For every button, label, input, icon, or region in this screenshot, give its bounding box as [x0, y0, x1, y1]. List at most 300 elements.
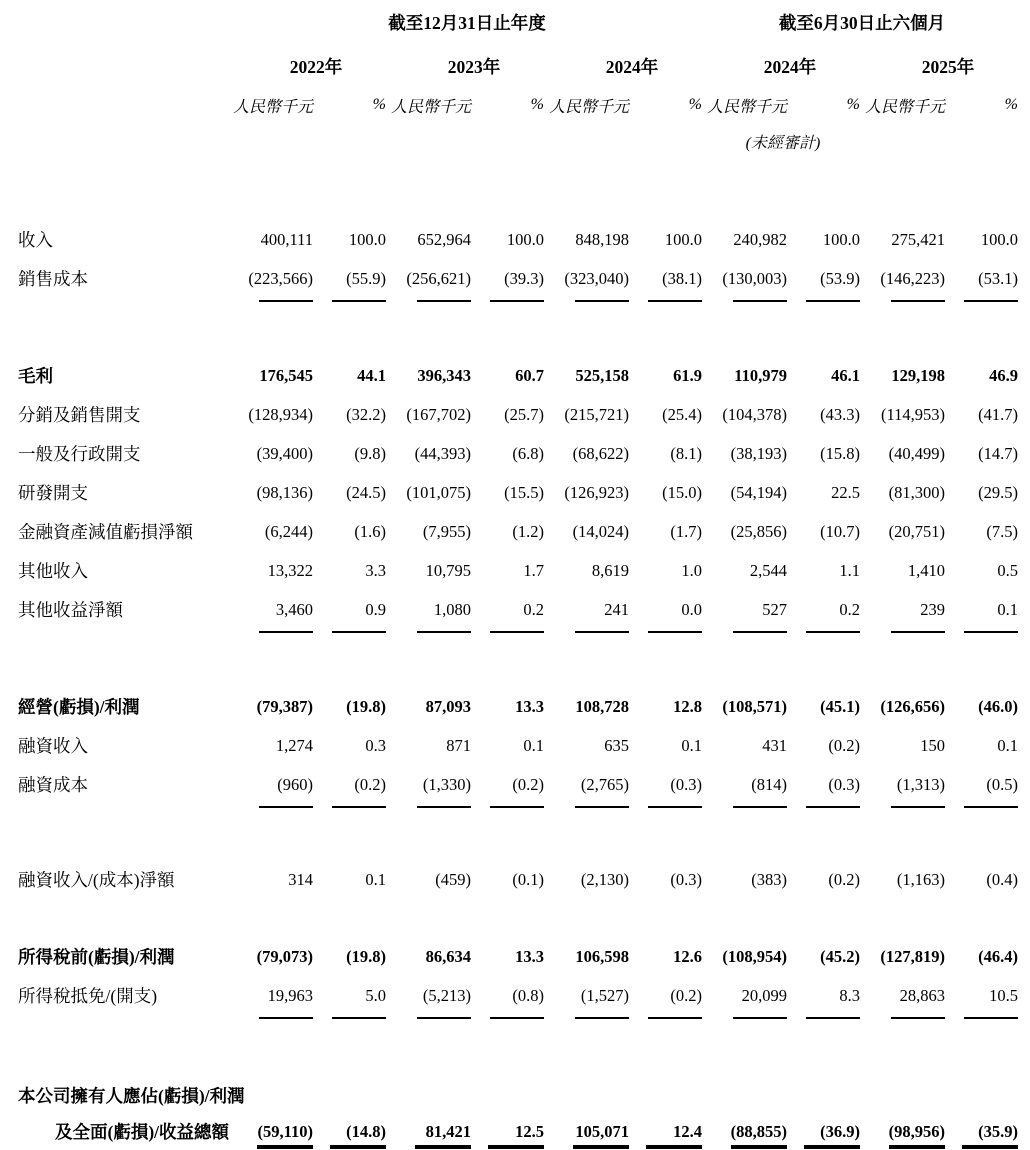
unit-header-amount: 人民幣千元 — [864, 98, 945, 116]
percent-cell: 44.1 — [357, 365, 386, 385]
rule-cell — [230, 629, 315, 641]
spacer-row — [18, 641, 1020, 687]
row-label-line1: 本公司擁有人應佔(虧損)/利潤 — [18, 1086, 245, 1106]
spacer-cell — [18, 310, 1020, 356]
percent-cell: (15.0) — [662, 482, 702, 502]
rule-cell — [631, 298, 704, 310]
amount-cell: (323,040) — [564, 268, 629, 288]
single-underline — [806, 300, 860, 302]
percent-cell: 0.1 — [997, 735, 1018, 755]
table-row — [18, 976, 1020, 1015]
row-label: 銷售成本 — [18, 269, 88, 289]
table-row — [18, 434, 1020, 473]
percent-cell: (53.1) — [978, 268, 1018, 288]
header-spacer — [18, 8, 230, 46]
amount-cell: (7,955) — [422, 521, 471, 541]
amount-cell: 871 — [446, 735, 471, 755]
percent-cell: 1.0 — [681, 560, 702, 580]
amount-cell: 431 — [762, 735, 787, 755]
rule-cell — [862, 1143, 947, 1150]
rule-spacer-cell — [18, 1015, 230, 1027]
percent-cell: (29.5) — [978, 482, 1018, 502]
header-spacer — [862, 124, 1020, 172]
percent-cell: (0.2) — [512, 774, 544, 794]
amount-cell: 10,795 — [425, 560, 471, 580]
rule-cell — [704, 1143, 789, 1150]
amount-cell: 13,322 — [267, 560, 313, 580]
double-underline — [488, 1145, 544, 1150]
percent-cell: 46.9 — [989, 365, 1018, 385]
percent-cell: (0.5) — [986, 774, 1018, 794]
amount-cell: 129,198 — [891, 365, 945, 385]
table-row — [18, 687, 1020, 726]
percent-cell: 0.9 — [365, 599, 386, 619]
percent-cell: 46.1 — [831, 365, 860, 385]
amount-cell: (54,194) — [730, 482, 787, 502]
rule-cell — [230, 1143, 315, 1150]
spacer-cell — [18, 1027, 1020, 1067]
percent-cell: (41.7) — [978, 404, 1018, 424]
percent-cell: (0.8) — [512, 985, 544, 1005]
rule-cell — [546, 1015, 631, 1027]
percent-cell: (0.2) — [828, 735, 860, 755]
spacer-row — [18, 899, 1020, 937]
rule-spacer-cell — [18, 804, 230, 816]
single-underline — [575, 1017, 629, 1019]
amount-cell: 400,111 — [260, 229, 313, 249]
amount-cell: 396,343 — [417, 365, 471, 385]
single-underline — [575, 631, 629, 633]
rule-cell — [631, 629, 704, 641]
rule-cell — [473, 804, 546, 816]
single-underline — [575, 806, 629, 808]
percent-cell: (6.8) — [512, 443, 544, 463]
total-double-rule-row — [18, 1143, 1020, 1150]
amount-cell: (1,163) — [896, 869, 945, 889]
single-underline — [891, 300, 945, 302]
spacer-row — [18, 172, 1020, 220]
amount-cell: (6,244) — [264, 521, 313, 541]
amount-cell: 652,964 — [417, 229, 471, 249]
amount-cell: (167,702) — [406, 404, 471, 424]
percent-cell: 12.6 — [673, 946, 702, 966]
rule-cell — [315, 804, 388, 816]
rule-spacer-cell — [18, 629, 230, 641]
single-underline — [733, 300, 787, 302]
percent-cell: (9.8) — [354, 443, 386, 463]
table-row — [18, 765, 1020, 804]
amount-cell: (146,223) — [880, 268, 945, 288]
percent-cell: (0.4) — [986, 869, 1018, 889]
percent-cell: 5.0 — [365, 985, 386, 1005]
unit-header-percent: % — [688, 96, 702, 113]
year-header-2024: 2024年 — [605, 56, 659, 77]
percent-cell: (55.9) — [346, 268, 386, 288]
table-row — [18, 473, 1020, 512]
single-underline — [806, 806, 860, 808]
amount-cell: 81,421 — [425, 1122, 471, 1141]
percent-cell: (32.2) — [346, 404, 386, 424]
amount-cell: 240,982 — [733, 229, 787, 249]
amount-cell: (25,856) — [730, 521, 787, 541]
amount-cell: (1,313) — [896, 774, 945, 794]
amount-cell: (383) — [751, 869, 787, 889]
percent-cell: (15.5) — [504, 482, 544, 502]
single-underline — [490, 1017, 544, 1019]
rule-cell — [789, 1143, 862, 1150]
table-row — [18, 937, 1020, 976]
rule-cell — [789, 1015, 862, 1027]
amount-cell: 527 — [762, 599, 787, 619]
amount-cell: (126,923) — [564, 482, 629, 502]
percent-cell: (14.7) — [978, 443, 1018, 463]
amount-cell: (960) — [277, 774, 313, 794]
percent-cell: (19.8) — [346, 946, 386, 966]
double-underline — [804, 1145, 860, 1150]
percent-cell: (8.1) — [670, 443, 702, 463]
table-row — [18, 512, 1020, 551]
amount-cell: (108,571) — [722, 696, 787, 716]
single-underline — [417, 631, 471, 633]
amount-cell: (101,075) — [406, 482, 471, 502]
percent-cell: 1.1 — [839, 560, 860, 580]
header-spacer — [18, 124, 230, 172]
rule-cell — [704, 1015, 789, 1027]
rule-cell — [315, 1015, 388, 1027]
percent-cell: 0.3 — [365, 735, 386, 755]
amount-cell: 108,728 — [575, 696, 629, 716]
percent-cell: 0.1 — [997, 599, 1018, 619]
amount-cell: (5,213) — [422, 985, 471, 1005]
amount-cell: (814) — [751, 774, 787, 794]
unaudited-note: (未經審計) — [745, 135, 821, 152]
amount-cell: 8,619 — [591, 560, 629, 580]
percent-cell: (0.3) — [670, 869, 702, 889]
rule-cell — [315, 629, 388, 641]
single-underline — [417, 1017, 471, 1019]
single-underline — [891, 1017, 945, 1019]
percent-cell: 22.5 — [831, 482, 860, 502]
rule-cell — [315, 1143, 388, 1150]
percent-cell: 12.5 — [515, 1122, 544, 1141]
amount-cell: 3,460 — [275, 599, 313, 619]
percent-cell: (38.1) — [662, 268, 702, 288]
amount-cell: (38,193) — [730, 443, 787, 463]
single-underline — [332, 806, 386, 808]
percent-cell: (46.0) — [978, 696, 1018, 716]
percent-cell: (1.6) — [354, 521, 386, 541]
double-underline — [731, 1145, 787, 1150]
amount-cell: 1,410 — [907, 560, 945, 580]
single-underline — [490, 631, 544, 633]
amount-cell: (130,003) — [722, 268, 787, 288]
rule-cell — [704, 629, 789, 641]
amount-cell: (88,855) — [730, 1122, 787, 1141]
percent-cell: (0.2) — [828, 869, 860, 889]
amount-cell: 20,099 — [741, 985, 787, 1005]
row-label: 所得稅前(虧損)/利潤 — [18, 947, 175, 967]
amount-cell: (126,656) — [880, 696, 945, 716]
single-underline — [891, 631, 945, 633]
percent-cell: (0.3) — [670, 774, 702, 794]
amount-cell: 87,093 — [425, 696, 471, 716]
row-label-line2: 及全面(虧損)/收益總額 — [55, 1122, 230, 1142]
percent-cell: (14.8) — [346, 1122, 386, 1141]
spacer-cell — [18, 641, 1020, 687]
percent-cell: (15.8) — [820, 443, 860, 463]
table-row — [18, 1067, 1020, 1143]
rule-cell — [947, 1143, 1020, 1150]
unit-header-percent: % — [530, 96, 544, 113]
amount-cell: 105,071 — [575, 1122, 629, 1141]
rule-cell — [230, 1015, 315, 1027]
amount-cell: (223,566) — [248, 268, 313, 288]
double-underline — [330, 1145, 386, 1150]
year-header-2025-interim: 2025年 — [921, 56, 975, 77]
single-underline — [332, 300, 386, 302]
unit-header-percent: % — [1004, 96, 1018, 113]
rule-cell — [388, 629, 473, 641]
rule-cell — [862, 1015, 947, 1027]
single-underline — [648, 806, 702, 808]
table-row — [18, 726, 1020, 765]
double-underline — [889, 1145, 945, 1150]
amount-cell: (459) — [435, 869, 471, 889]
amount-cell: (108,954) — [722, 946, 787, 966]
spacer-cell — [18, 172, 1020, 220]
single-underline — [648, 631, 702, 633]
amount-cell: 848,198 — [575, 229, 629, 249]
single-underline — [575, 300, 629, 302]
table-row — [18, 395, 1020, 434]
single-underline — [964, 806, 1018, 808]
percent-cell: 13.3 — [515, 946, 544, 966]
percent-cell: (10.7) — [820, 521, 860, 541]
row-label: 融資收入/(成本)淨額 — [18, 870, 175, 890]
amount-cell: 635 — [604, 735, 629, 755]
rule-cell — [388, 298, 473, 310]
amount-cell: (40,499) — [888, 443, 945, 463]
single-underline — [964, 631, 1018, 633]
rule-cell — [789, 629, 862, 641]
rule-cell — [947, 298, 1020, 310]
single-underline — [490, 806, 544, 808]
header-spacer — [230, 124, 704, 172]
rule-cell — [947, 804, 1020, 816]
row-label: 融資成本 — [18, 775, 88, 795]
rule-cell — [631, 804, 704, 816]
table-row — [18, 860, 1020, 899]
spacer-row — [18, 1027, 1020, 1067]
table-row — [18, 220, 1020, 259]
amount-cell: (14,024) — [572, 521, 629, 541]
single-underline — [806, 1017, 860, 1019]
header-spacer — [18, 86, 230, 124]
amount-cell: (39,400) — [256, 443, 313, 463]
amount-cell: 106,598 — [575, 946, 629, 966]
percent-cell: 0.5 — [997, 560, 1018, 580]
percent-cell: (53.9) — [820, 268, 860, 288]
percent-cell: 61.9 — [673, 365, 702, 385]
percent-cell: 100.0 — [664, 229, 702, 249]
percent-cell: (0.1) — [512, 869, 544, 889]
percent-cell: (36.9) — [820, 1122, 860, 1141]
rule-cell — [473, 629, 546, 641]
period-header-interim: 截至6月30日止六個月 — [778, 13, 946, 33]
rule-cell — [862, 298, 947, 310]
percent-cell: 60.7 — [515, 365, 544, 385]
amount-cell: (128,934) — [248, 404, 313, 424]
amount-cell: (2,130) — [580, 869, 629, 889]
rule-cell — [388, 804, 473, 816]
rule-cell — [862, 804, 947, 816]
amount-cell: (81,300) — [888, 482, 945, 502]
amount-cell: (2,765) — [580, 774, 629, 794]
percent-cell: 0.1 — [681, 735, 702, 755]
percent-cell: (45.1) — [820, 696, 860, 716]
amount-cell: 110,979 — [734, 365, 787, 385]
single-underline — [891, 806, 945, 808]
row-label: 毛利 — [18, 366, 53, 386]
single-underline — [964, 300, 1018, 302]
single-underline — [648, 1017, 702, 1019]
table-row — [18, 590, 1020, 629]
unit-header-percent: % — [846, 96, 860, 113]
spacer-cell — [18, 816, 1020, 860]
single-underline — [259, 806, 313, 808]
double-underline — [962, 1145, 1018, 1150]
rule-cell — [789, 804, 862, 816]
row-label: 其他收益淨額 — [18, 600, 123, 620]
rule-cell — [546, 298, 631, 310]
period-header-annual: 截至12月31日止年度 — [388, 13, 546, 33]
subtotal-rule-row — [18, 298, 1020, 310]
single-underline — [733, 1017, 787, 1019]
amount-cell: (68,622) — [572, 443, 629, 463]
year-header-row — [18, 46, 1020, 86]
single-underline — [259, 631, 313, 633]
single-underline — [733, 631, 787, 633]
unit-header-amount: 人民幣千元 — [706, 98, 787, 116]
rule-cell — [631, 1015, 704, 1027]
single-underline — [964, 1017, 1018, 1019]
amount-cell: 19,963 — [267, 985, 313, 1005]
amount-cell: 86,634 — [425, 946, 471, 966]
percent-cell: 100.0 — [348, 229, 386, 249]
percent-cell: 0.2 — [839, 599, 860, 619]
rule-cell — [388, 1143, 473, 1150]
table-header — [18, 8, 1020, 172]
single-underline — [733, 806, 787, 808]
spacer-cell — [18, 899, 1020, 937]
rule-cell — [789, 298, 862, 310]
percent-cell: (0.3) — [828, 774, 860, 794]
rule-cell — [230, 298, 315, 310]
rule-cell — [473, 298, 546, 310]
rule-cell — [704, 298, 789, 310]
row-label: 其他收入 — [18, 561, 88, 581]
unaudited-note-row — [18, 124, 1020, 172]
header-spacer — [18, 46, 230, 86]
percent-cell: 13.3 — [515, 696, 544, 716]
percent-cell: 1.7 — [523, 560, 544, 580]
percent-cell: (25.7) — [504, 404, 544, 424]
percent-cell: (7.5) — [986, 521, 1018, 541]
percent-cell: 12.4 — [673, 1122, 702, 1141]
single-underline — [648, 300, 702, 302]
amount-cell: 525,158 — [575, 365, 629, 385]
percent-cell: (19.8) — [346, 696, 386, 716]
row-label: 經營(虧損)/利潤 — [18, 697, 140, 717]
amount-cell: 176,545 — [259, 365, 313, 385]
amount-cell: 1,274 — [275, 735, 313, 755]
table-body — [18, 172, 1020, 1150]
single-underline — [417, 300, 471, 302]
unit-header-percent: % — [372, 96, 386, 113]
amount-cell: 28,863 — [899, 985, 945, 1005]
rule-cell — [315, 298, 388, 310]
rule-cell — [631, 1143, 704, 1150]
unit-header-amount: 人民幣千元 — [232, 98, 313, 116]
unit-header-amount: 人民幣千元 — [390, 98, 471, 116]
rule-cell — [704, 804, 789, 816]
subtotal-rule-row — [18, 1015, 1020, 1027]
percent-cell: 100.0 — [980, 229, 1018, 249]
rule-cell — [230, 804, 315, 816]
rule-spacer-cell — [18, 298, 230, 310]
amount-cell: 241 — [604, 599, 629, 619]
spacer-row — [18, 310, 1020, 356]
table-row — [18, 356, 1020, 395]
row-label: 金融資產減值虧損淨額 — [18, 522, 193, 542]
amount-cell: (114,953) — [880, 404, 945, 424]
percent-cell: 100.0 — [506, 229, 544, 249]
table-row — [18, 551, 1020, 590]
row-label: 所得稅抵免/(開支) — [18, 986, 158, 1006]
rule-cell — [473, 1143, 546, 1150]
amount-cell: (127,819) — [880, 946, 945, 966]
percent-cell: 0.2 — [523, 599, 544, 619]
amount-cell: (1,527) — [580, 985, 629, 1005]
unit-header-row — [18, 86, 1020, 124]
rule-cell — [947, 1015, 1020, 1027]
percent-cell: (0.2) — [670, 985, 702, 1005]
year-header-2022: 2022年 — [289, 56, 343, 77]
amount-cell: (104,378) — [722, 404, 787, 424]
single-underline — [259, 1017, 313, 1019]
rule-spacer-cell — [18, 1143, 230, 1150]
row-label: 研發開支 — [18, 483, 88, 503]
percent-cell: 10.5 — [989, 985, 1018, 1005]
amount-cell: (98,956) — [888, 1122, 945, 1141]
year-header-2024-interim: 2024年 — [763, 56, 817, 77]
percent-cell: 8.3 — [839, 985, 860, 1005]
period-header-row — [18, 8, 1020, 46]
percent-cell: (1.7) — [670, 521, 702, 541]
double-underline — [573, 1145, 629, 1150]
amount-cell: (1,330) — [422, 774, 471, 794]
percent-cell: (45.2) — [820, 946, 860, 966]
percent-cell: 100.0 — [822, 229, 860, 249]
rule-cell — [546, 804, 631, 816]
percent-cell: (35.9) — [978, 1122, 1018, 1141]
percent-cell: (1.2) — [512, 521, 544, 541]
amount-cell: 1,080 — [433, 599, 471, 619]
percent-cell: 12.8 — [673, 696, 702, 716]
amount-cell: (98,136) — [256, 482, 313, 502]
double-underline — [257, 1145, 313, 1150]
amount-cell: (215,721) — [564, 404, 629, 424]
